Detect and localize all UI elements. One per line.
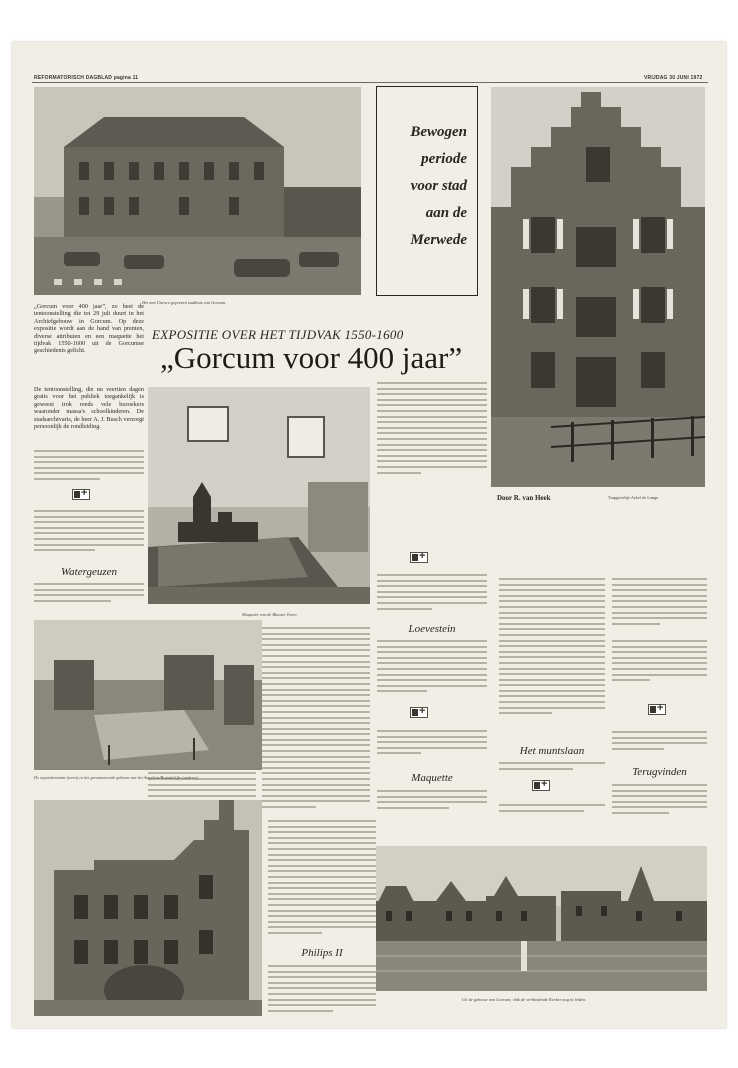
title-line-1: Bewogen xyxy=(410,124,467,140)
body-text xyxy=(377,730,487,760)
newspaper-page xyxy=(12,42,726,1028)
exhibition-room-photo xyxy=(34,620,262,770)
subhead-terugvinden: Terugvinden xyxy=(632,766,687,778)
body-text xyxy=(377,640,487,700)
town-panorama-photo xyxy=(376,846,707,991)
rd-logo-icon xyxy=(532,780,550,791)
stepped-gable-photo xyxy=(491,87,705,487)
body-text xyxy=(268,965,376,1017)
body-text xyxy=(612,731,707,753)
header-rule xyxy=(32,82,708,83)
town-hall-photo xyxy=(34,87,361,295)
exhibit-photo xyxy=(148,387,370,604)
title-box xyxy=(376,86,478,296)
body-text xyxy=(499,578,605,723)
subhead-watergeuzen: Watergeuzen xyxy=(60,566,117,578)
subhead-maquette: Maquette xyxy=(411,772,453,784)
body-text xyxy=(34,510,144,555)
rd-logo-icon xyxy=(410,707,428,718)
rd-logo-icon xyxy=(648,704,666,715)
body-text xyxy=(268,820,376,940)
headline-kicker: EXPOSITIE OVER HET TIJDVAK 1550-1600 xyxy=(152,327,404,342)
intro-paragraph: „Gorcum voor 400 jaar”, zo heet de tentoonstelling die tot 29 juli duurt in het Archiefgebouw in Gorcum. Op deze expositie wordt aan de hand van prenten, diverse attributen en een maquette het tijdvak 1550-1600 uit de Gorcumse geschiedenis gelicht. xyxy=(34,303,144,355)
exhibit-caption: Maquette van de Blauwe Toren xyxy=(242,612,297,617)
town-hall-caption: Het met Unesco geprezen stadhuis van Gorcum. xyxy=(142,300,227,305)
title-line-2: periode xyxy=(421,151,467,167)
body-text xyxy=(34,450,144,480)
body-text xyxy=(377,382,487,482)
headline-title: „Gorcum voor 400 jaar” xyxy=(160,340,463,375)
body-text xyxy=(377,790,487,812)
title-line-5: Merwede xyxy=(410,232,467,248)
panorama-caption: Uit de gebouw van Gorcum, vlak de verbindende Kerken zag in leiden. xyxy=(462,997,587,1002)
body-text xyxy=(499,762,605,774)
body-text xyxy=(499,804,605,816)
body-text xyxy=(612,640,707,688)
room-caption: De expositieruimte (toren) en het gerestaureerde gebouw van het Ampthuis/Bruindelijke (ondertr.) xyxy=(34,775,199,780)
building-photo xyxy=(34,800,262,1016)
gable-caption: Trapgeveltje Arkel de Lange xyxy=(608,495,659,500)
intro-paragraph-2: De tentoonstelling, die nu veertien dagen gratis voor het publiek toegankelijk is geweest trok reeds vele bezoekers waaronder massa's schoolkinderen. De stadsarchivaris, de heer A. J. Busch verzorgt persoonlijk de rondleiding. xyxy=(34,386,144,431)
body-text xyxy=(34,583,144,605)
rd-logo-icon xyxy=(72,489,90,500)
rd-logo-icon xyxy=(410,552,428,563)
body-text xyxy=(262,627,370,812)
subhead-loevestein: Loevestein xyxy=(408,623,456,635)
page-header-left: REFORMATORISCH DAGBLAD pagina 11 xyxy=(34,75,139,81)
body-text xyxy=(612,578,707,633)
body-text xyxy=(377,574,487,616)
subhead-muntslaan: Het muntslaan xyxy=(519,745,585,757)
title-line-4: aan de xyxy=(425,205,467,221)
title-line-3: voor stad xyxy=(410,178,467,194)
body-text xyxy=(612,784,707,822)
page-header-right: VRIJDAG 30 JUNI 1972 xyxy=(644,75,703,81)
byline: Door R. van Heek xyxy=(497,494,551,502)
subhead-philips: Philips II xyxy=(301,947,343,959)
